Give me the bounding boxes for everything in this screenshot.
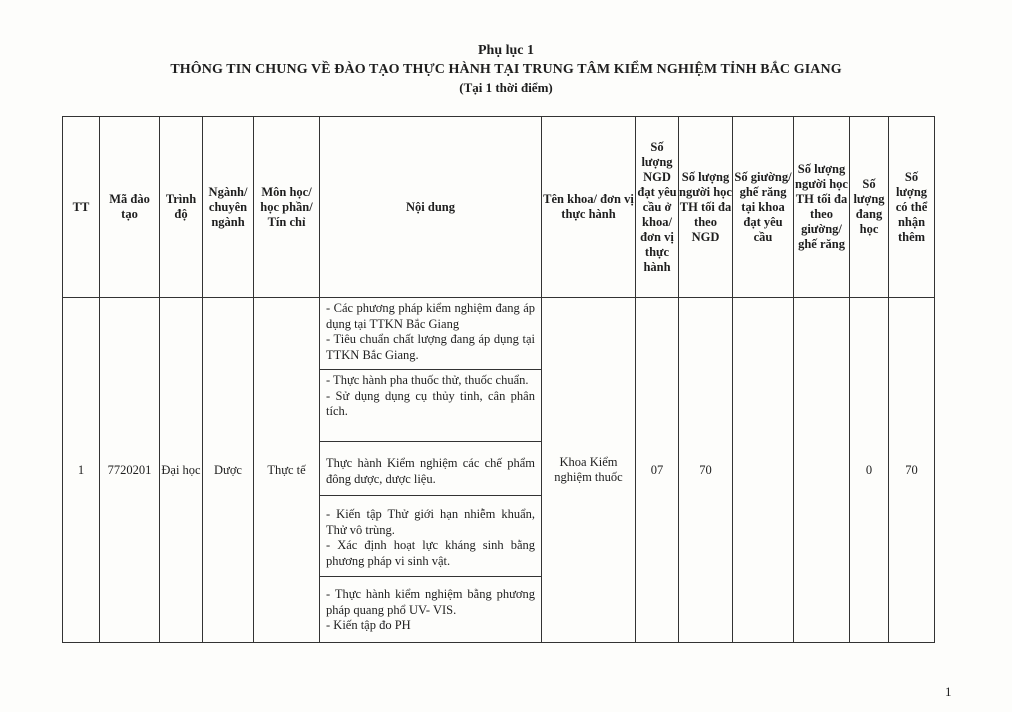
header-so-giuong: Số giường/ ghế răng tại khoa đạt yêu cầu (733, 117, 794, 298)
header-noi-dung: Nội dung (320, 117, 542, 298)
content-item: - Kiến tập Thử giới hạn nhiễm khuẩn, Thử vô trùng. - Xác định hoạt lực kháng sinh bằng phương pháp vi sinh vật. (320, 496, 541, 577)
header-trinh-do: Trình độ (160, 117, 203, 298)
document-subtitle: (Tại 1 thời điểm) (459, 80, 553, 95)
table-row (63, 298, 935, 643)
cell-so-giuong (733, 298, 794, 643)
cell-nganh: Dược (203, 298, 254, 643)
document-title: THÔNG TIN CHUNG VỀ ĐÀO TẠO THỰC HÀNH TẠI TRUNG TÂM KIỂM NGHIỆM TỈNH BẮC GIANG (170, 62, 842, 77)
content-item: - Thực hành pha thuốc thử, thuốc chuẩn. - Sử dụng dụng cụ thủy tinh, cân phân tích. (320, 370, 541, 442)
content-item: Thực hành Kiểm nghiệm các chế phẩm đông dược, dược liệu. (320, 442, 541, 496)
header-so-nguoi-hoc: Số lượng người học TH tối đa theo NGD (679, 117, 733, 298)
cell-mon-hoc: Thực tế (254, 298, 320, 643)
content-item: - Các phương pháp kiểm nghiệm đang áp dụng tại TTKN Bắc Giang - Tiêu chuẩn chất lượng đang áp dụng tại TTKN Bắc Giang. (320, 298, 541, 370)
header-mon-hoc: Môn học/ học phần/ Tín chỉ (254, 117, 320, 298)
cell-trinh-do: Đại học (160, 298, 203, 643)
header-so-nguoi-hoc-giuong: Số lượng người học TH tối đa theo giường/ ghế răng (794, 117, 850, 298)
content-item: - Thực hành kiểm nghiệm bằng phương pháp quang phổ UV- VIS. - Kiến tập đo PH (326, 587, 535, 632)
cell-co-the-nhan: 70 (889, 298, 935, 643)
cell-noi-dung (320, 298, 542, 643)
cell-ten-khoa: Khoa Kiểm nghiệm thuốc (542, 298, 636, 643)
page-number: 1 (945, 684, 952, 699)
header-ten-khoa: Tên khoa/ đơn vị thực hành (542, 117, 636, 298)
header-ma-dao-tao: Mã đào tạo (100, 117, 160, 298)
training-info-table (62, 116, 935, 643)
cell-so-nguoi-hoc-giuong (794, 298, 850, 643)
cell-so-ngd: 07 (636, 298, 679, 643)
header-nganh: Ngành/ chuyên ngành (203, 117, 254, 298)
header-dang-hoc: Số lượng đang học (850, 117, 889, 298)
header-so-ngd: Số lượng NGD đạt yêu cầu ở khoa/ đơn vị thực hành (636, 117, 679, 298)
cell-dang-hoc: 0 (850, 298, 889, 643)
header-tt: TT (63, 117, 100, 298)
cell-so-nguoi-hoc: 70 (679, 298, 733, 643)
header-co-the-nhan: Số lượng có thể nhận thêm (889, 117, 935, 298)
cell-ma-dao-tao: 7720201 (100, 298, 160, 643)
appendix-label: Phụ lục 1 (477, 43, 534, 58)
cell-tt: 1 (63, 298, 100, 643)
table-header-row (63, 117, 935, 298)
